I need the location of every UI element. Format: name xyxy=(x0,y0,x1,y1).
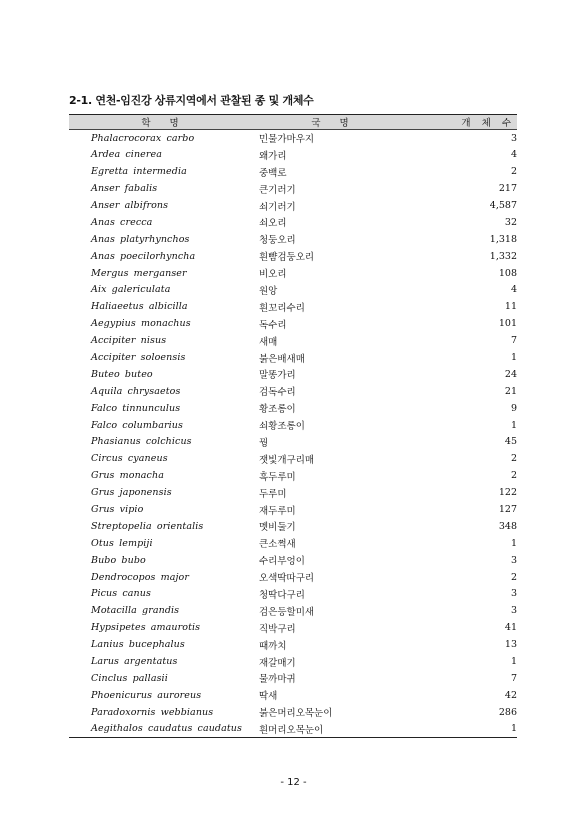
scientific-name-cell: Picus canus xyxy=(91,588,151,600)
count-cell: 1 xyxy=(510,723,517,735)
korean-name-cell: 두루미 xyxy=(259,488,287,500)
table-row xyxy=(69,687,517,704)
page-number: - 12 - xyxy=(280,777,307,788)
table-row xyxy=(69,501,517,518)
korean-name-cell: 검독수리 xyxy=(259,387,296,399)
korean-name-cell: 청둥오리 xyxy=(259,235,296,247)
table-row xyxy=(69,180,517,197)
korean-name-cell: 흰머리오목눈이 xyxy=(259,724,324,736)
count-cell: 3 xyxy=(510,588,517,600)
table-body xyxy=(69,130,517,738)
count-cell: 348 xyxy=(498,520,517,532)
count-cell: 4 xyxy=(510,149,517,161)
table-row xyxy=(69,214,517,231)
count-cell: 41 xyxy=(504,622,517,634)
table-row xyxy=(69,535,517,552)
scientific-name-cell: Anser fabalis xyxy=(91,183,158,195)
korean-name-cell: 흑두루미 xyxy=(259,471,296,483)
table-row xyxy=(69,163,517,180)
korean-name-cell: 붉은배새매 xyxy=(259,353,305,365)
korean-name-cell: 비오리 xyxy=(259,269,287,281)
korean-name-cell: 재두루미 xyxy=(259,505,296,517)
korean-name-cell: 원앙 xyxy=(259,285,278,297)
header-count: 개 체 수 xyxy=(461,118,515,129)
korean-name-cell: 황조롱이 xyxy=(259,404,296,416)
scientific-name-cell: Grus japonensis xyxy=(91,487,172,499)
table-row xyxy=(69,332,517,349)
korean-name-cell: 수리부엉이 xyxy=(259,556,305,568)
table-row xyxy=(69,484,517,501)
scientific-name-cell: Accipiter nisus xyxy=(91,335,167,347)
scientific-name-cell: Cinclus pallasii xyxy=(91,672,168,684)
korean-name-cell: 쇠오리 xyxy=(259,218,287,230)
count-cell: 101 xyxy=(498,318,517,330)
korean-name-cell: 잿빛개구리매 xyxy=(259,454,315,466)
count-cell: 24 xyxy=(504,368,517,380)
count-cell: 7 xyxy=(510,335,517,347)
scientific-name-cell: Streptopelia orientalis xyxy=(91,520,204,532)
korean-name-cell: 독수리 xyxy=(259,319,287,331)
korean-name-cell: 왜가리 xyxy=(259,150,287,162)
count-cell: 1 xyxy=(510,419,517,431)
table-row xyxy=(69,602,517,619)
table-row xyxy=(69,315,517,332)
count-cell: 42 xyxy=(504,689,517,701)
count-cell: 127 xyxy=(498,504,517,516)
count-cell: 1,318 xyxy=(489,233,517,245)
scientific-name-cell: Circus cyaneus xyxy=(91,453,168,465)
table-row xyxy=(69,400,517,417)
table-row xyxy=(69,518,517,535)
korean-name-cell: 민물가마우지 xyxy=(259,134,315,146)
korean-name-cell: 새매 xyxy=(259,336,278,348)
table-row xyxy=(69,248,517,265)
korean-name-cell: 쇠황조롱이 xyxy=(259,421,305,433)
table-row xyxy=(69,552,517,569)
header-scientific-name: 학 명 xyxy=(141,118,187,129)
scientific-name-cell: Paradoxornis webbianus xyxy=(91,706,214,718)
scientific-name-cell: Lanius bucephalus xyxy=(91,639,185,651)
scientific-name-cell: Dendrocopos major xyxy=(91,571,190,583)
scientific-name-cell: Anas platyrhynchos xyxy=(91,233,190,245)
table-row xyxy=(69,434,517,451)
scientific-name-cell: Larus argentatus xyxy=(91,656,178,668)
count-cell: 1 xyxy=(510,656,517,668)
korean-name-cell: 재갈매기 xyxy=(259,657,296,669)
scientific-name-cell: Grus vipio xyxy=(91,504,144,516)
korean-name-cell: 직박구리 xyxy=(259,623,296,635)
count-cell: 11 xyxy=(504,301,517,313)
scientific-name-cell: Aix galericulata xyxy=(91,284,171,296)
korean-name-cell: 꿩 xyxy=(259,437,269,449)
scientific-name-cell: Anas crecca xyxy=(91,216,153,228)
korean-name-cell: 청딱다구리 xyxy=(259,589,305,601)
table-row xyxy=(69,146,517,163)
count-cell: 108 xyxy=(498,267,517,279)
korean-name-cell: 검은등할미새 xyxy=(259,606,315,618)
table-row xyxy=(69,704,517,721)
korean-name-cell: 큰기러기 xyxy=(259,184,296,196)
count-cell: 45 xyxy=(504,436,517,448)
scientific-name-cell: Aegypius monachus xyxy=(91,318,191,330)
korean-name-cell: 쇠기러기 xyxy=(259,201,296,213)
count-cell: 3 xyxy=(510,554,517,566)
count-cell: 286 xyxy=(498,706,517,718)
korean-name-cell: 멧비둘기 xyxy=(259,522,296,534)
scientific-name-cell: Haliaeetus albicilla xyxy=(91,301,188,313)
table-row xyxy=(69,653,517,670)
table-row xyxy=(69,670,517,687)
count-cell: 2 xyxy=(510,166,517,178)
table-header-row xyxy=(69,115,517,130)
table-row xyxy=(69,569,517,586)
table-header xyxy=(69,115,517,130)
korean-name-cell: 물까마귀 xyxy=(259,674,296,686)
korean-name-cell: 오색딱따구리 xyxy=(259,573,315,585)
count-cell: 217 xyxy=(498,183,517,195)
scientific-name-cell: Egretta intermedia xyxy=(91,166,187,178)
header-korean-name: 국 명 xyxy=(311,118,357,129)
count-cell: 4,587 xyxy=(489,200,517,211)
table-row xyxy=(69,586,517,603)
scientific-name-cell: Falco columbarius xyxy=(91,419,183,431)
table-row xyxy=(69,282,517,299)
scientific-name-cell: Motacilla grandis xyxy=(91,605,180,617)
table-row xyxy=(69,197,517,214)
count-cell: 21 xyxy=(504,385,517,397)
table-row xyxy=(69,130,517,147)
count-cell: 3 xyxy=(510,132,517,144)
korean-name-cell: 딱새 xyxy=(259,691,278,703)
scientific-name-cell: Otus lempiji xyxy=(91,537,153,549)
korean-name-cell: 때까치 xyxy=(259,640,287,652)
species-table xyxy=(69,114,517,738)
scientific-name-cell: Anas poecilorhyncha xyxy=(91,250,196,262)
korean-name-cell: 흰뺨검둥오리 xyxy=(259,252,315,264)
scientific-name-cell: Grus monacha xyxy=(91,470,164,482)
count-cell: 32 xyxy=(504,216,517,228)
scientific-name-cell: Phalacrocorax carbo xyxy=(91,132,195,144)
scientific-name-cell: Accipiter soloensis xyxy=(91,352,186,364)
scientific-name-cell: Mergus merganser xyxy=(91,267,187,279)
count-cell: 1 xyxy=(510,352,517,364)
count-cell: 1,332 xyxy=(489,250,517,262)
scientific-name-cell: Falco tinnunculus xyxy=(91,402,181,414)
count-cell: 2 xyxy=(510,453,517,465)
korean-name-cell: 큰소쩍새 xyxy=(259,539,296,551)
scientific-name-cell: Aquila chrysaetos xyxy=(91,385,181,397)
table-row xyxy=(69,721,517,738)
scientific-name-cell: Hypsipetes amaurotis xyxy=(91,622,201,634)
scientific-name-cell: Anser albifrons xyxy=(91,200,169,211)
count-cell: 7 xyxy=(510,672,517,684)
count-cell: 2 xyxy=(510,470,517,482)
korean-name-cell: 중백로 xyxy=(259,167,287,179)
species-table-container xyxy=(69,114,517,738)
scientific-name-cell: Aegithalos caudatus caudatus xyxy=(91,723,242,735)
korean-name-cell: 붉은머리오목눈이 xyxy=(259,708,333,720)
table-row xyxy=(69,298,517,315)
scientific-name-cell: Bubo bubo xyxy=(91,554,146,566)
scientific-name-cell: Buteo buteo xyxy=(91,368,153,380)
count-cell: 122 xyxy=(498,487,517,499)
count-cell: 3 xyxy=(510,605,517,617)
table-row xyxy=(69,467,517,484)
count-cell: 4 xyxy=(510,284,517,296)
table-row xyxy=(69,619,517,636)
scientific-name-cell: Ardea cinerea xyxy=(91,149,163,161)
table-row xyxy=(69,265,517,282)
table-row xyxy=(69,450,517,467)
count-cell: 13 xyxy=(504,639,517,651)
count-cell: 1 xyxy=(510,537,517,549)
korean-name-cell: 흰꼬리수리 xyxy=(259,302,305,314)
table-row xyxy=(69,417,517,434)
scientific-name-cell: Phoenicurus auroreus xyxy=(91,689,202,701)
table-row xyxy=(69,349,517,366)
page-title: 2-1. 연천-임진강 상류지역에서 관찰된 종 및 개체수 xyxy=(69,94,314,107)
count-cell: 9 xyxy=(510,402,517,414)
table-row xyxy=(69,231,517,248)
korean-name-cell: 말똥가리 xyxy=(259,370,296,382)
table-row xyxy=(69,383,517,400)
table-row xyxy=(69,366,517,383)
table-row xyxy=(69,636,517,653)
count-cell: 2 xyxy=(510,571,517,583)
scientific-name-cell: Phasianus colchicus xyxy=(91,436,192,448)
